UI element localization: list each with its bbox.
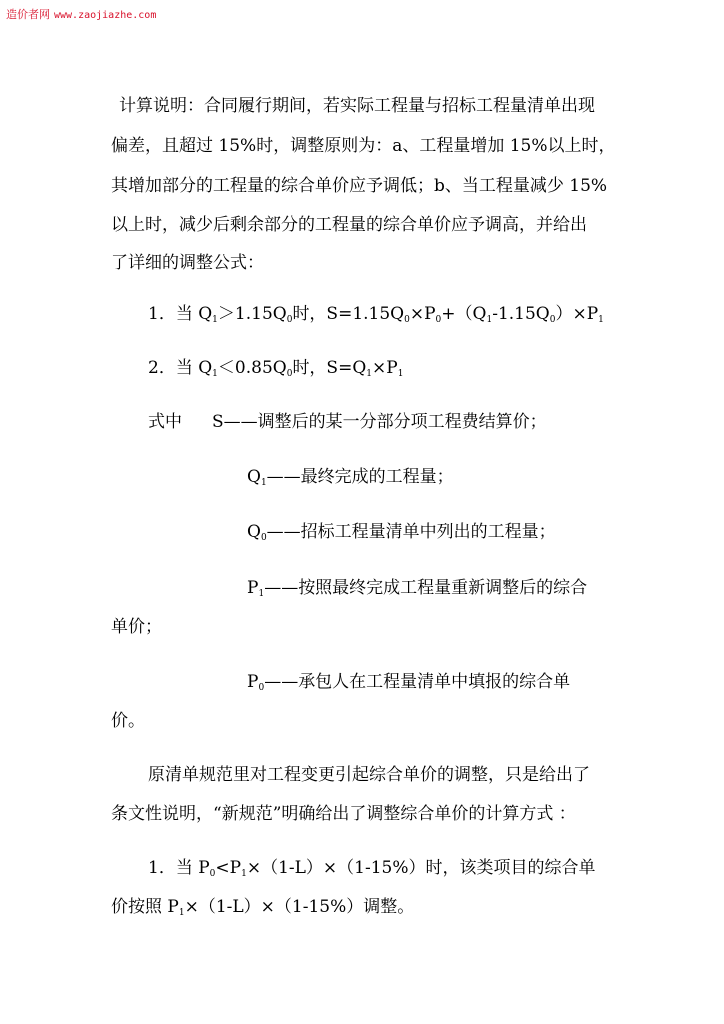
paragraph2-line1: 原清单规范里对工程变更引起综合单价的调整，只是给出了 <box>148 765 590 785</box>
definition-q0: $Q_0——$招标工程量清单中列出的工程量； <box>247 522 556 543</box>
paragraph1-line2: 偏差，且超过 15%时，调整原则为：a、工程量增加 15%以上时， <box>111 136 616 156</box>
paragraph1-line1: 计算说明：合同履行期间，若实际工程量与招标工程量清单出现 <box>119 96 595 116</box>
paragraph2-line2: 条文性说明，“新规范”明确给出了调整综合单价的计算方式 ： <box>111 804 576 824</box>
definition-p1-cont: 单价； <box>111 617 162 637</box>
paragraph1-line4: 以上时，减少后剩余部分的工程量的综合单价应予调高，并给出 <box>111 215 587 235</box>
formula-2: 2．当 $Q_1<0.85Q_0$时，$S=Q_1\times P_1$ <box>148 358 404 379</box>
watermark <box>6 6 156 22</box>
definition-q1: $Q_1——$最终完成的工程量； <box>247 467 454 488</box>
watermark-site: 造价者网 <box>6 8 50 21</box>
paragraph1-line3: 其增加部分的工程量的综合单价应予调低；b、当工程量减少 15% <box>111 176 608 196</box>
rule-1-line1: 1．当 $P_0<P_1\times(1-L)\times(1-15\%)$时，该类项目的综合单 <box>148 858 596 879</box>
definition-p0: $P_0——$承包人在工程量清单中填报的综合单 <box>247 672 571 693</box>
formula-1: 1．当 $Q_1>1.15Q_0$时，$S=1.15Q_0\times P_0+(Q_1-1.15Q_0)\times P_1$ <box>148 304 604 325</box>
watermark-url: www.zaojiazhe.com <box>54 10 157 21</box>
where-label: 式中 <box>148 412 182 432</box>
definition-p1: $P_1——$按照最终完成工程量重新调整后的综合 <box>247 578 588 599</box>
where-s-definition: S——调整后的某一分部分项工程费结算价； <box>212 412 547 432</box>
paragraph1-line5: 了详细的调整公式： <box>111 253 264 273</box>
definition-p0-cont: 价。 <box>111 711 145 731</box>
rule-1-line2: 价按照 $P_1\times(1-L)\times(1-15\%)$调整。 <box>111 897 415 918</box>
